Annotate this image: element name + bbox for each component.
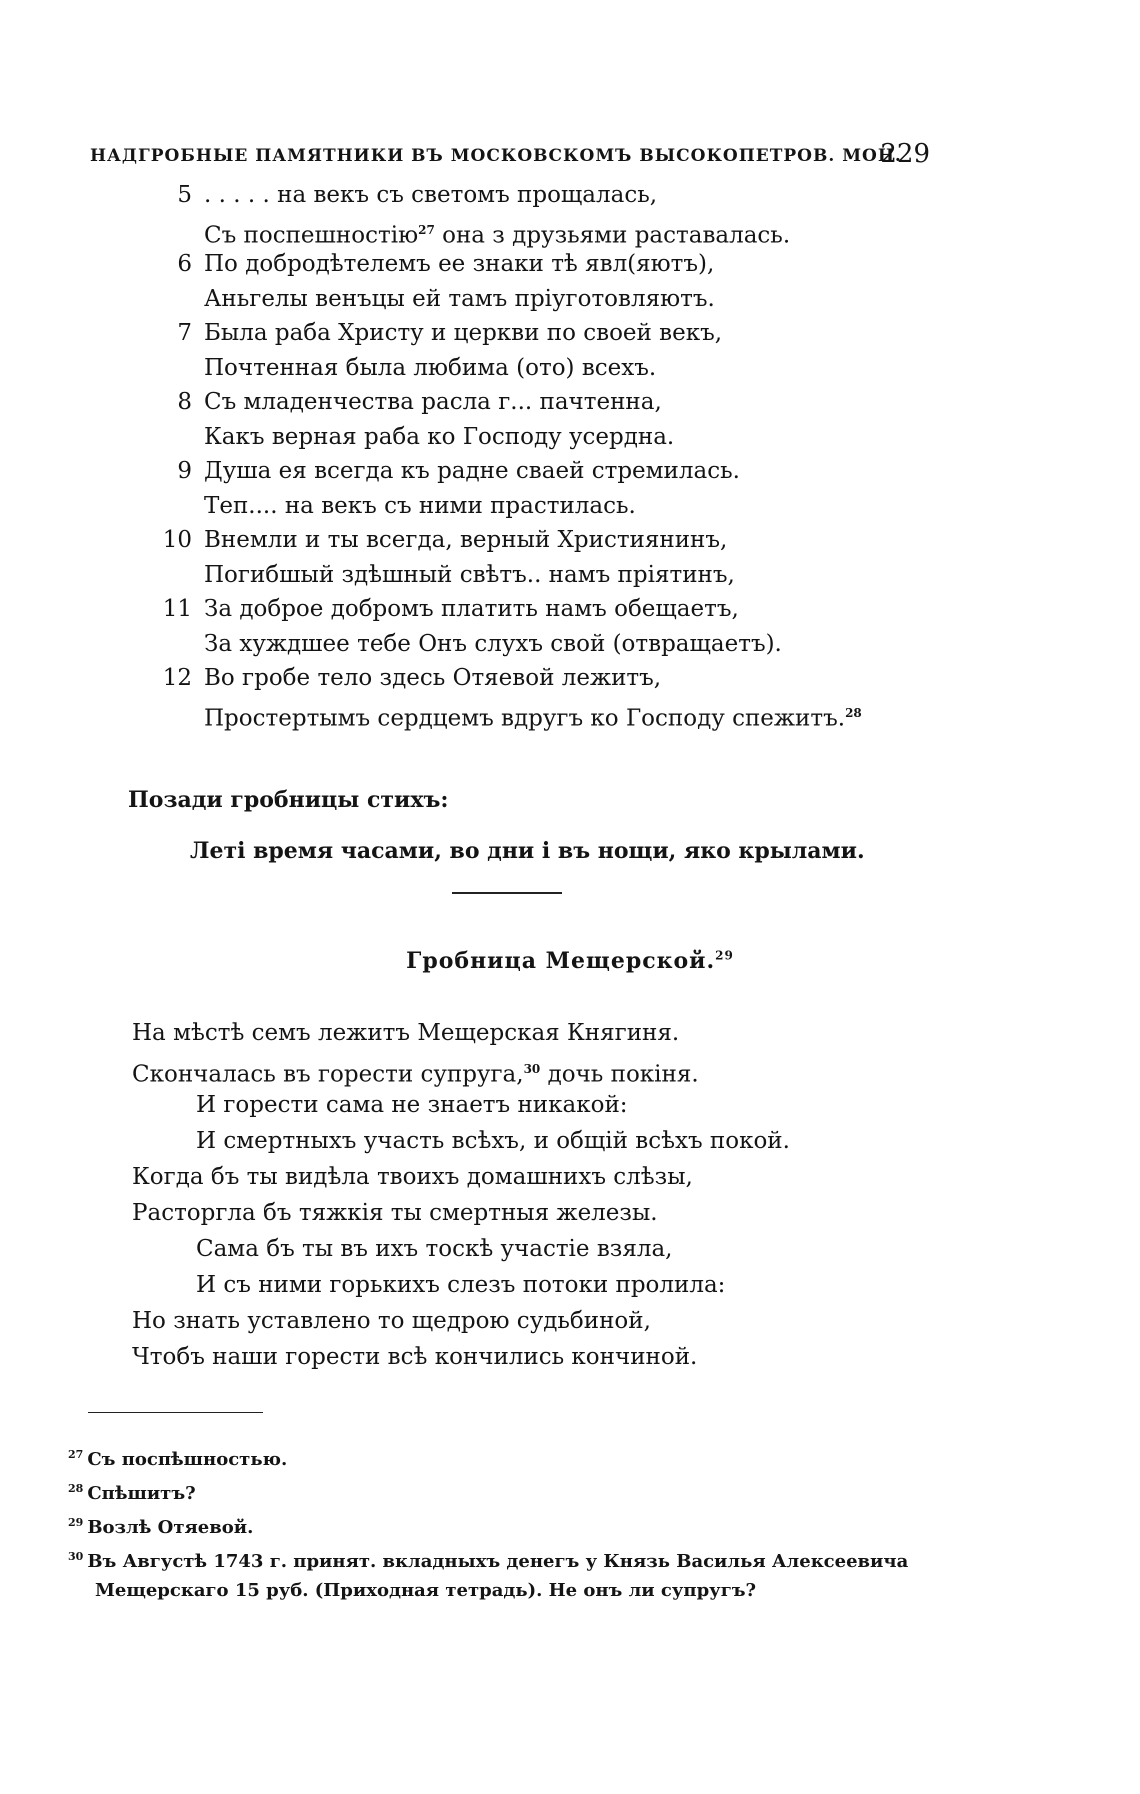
verse-number: 5 [177,182,192,208]
verse-number: 6 [177,251,192,277]
footnote-text: Мещерскаго 15 руб. (Приходная тетрадь). Не онъ ли супругъ? [95,1580,757,1601]
verse-line [150,525,727,555]
running-header [90,139,930,169]
verse-text: Простертымъ сердцемъ вдругъ ко Господу спежитъ. [204,705,846,732]
verse-text: Была раба Христу и церкви по своей векъ, [204,320,723,346]
verse-line [132,1018,679,1048]
verse-text: Почтенная была любима (ото) всехъ. [204,354,657,381]
verse-text: За доброе добромъ платить намъ обещаетъ, [204,596,739,622]
verse-text: И смертныхъ участь всѣхъ, и общій всѣхъ покой. [196,1128,790,1154]
footnote-text: Спѣшитъ? [87,1483,196,1504]
verse-text: Погибшый здѣшный свѣтъ.. намъ пріятинъ, [204,561,735,588]
verse-line [150,663,661,693]
verse-text: Но знать уставлено то щедрою судьбиной, [132,1308,651,1334]
verse-line [150,353,656,383]
verse-text: За хуждшее тебе Онъ слухъ свой (отвращаетъ). [204,630,782,657]
verse-line [132,1342,697,1372]
footnote-ref: 28 [845,705,862,720]
verse-line [196,1234,672,1264]
verse-line [150,180,657,210]
running-title: НАДГРОБНЫЕ ПАМЯТНИКИ ВЪ МОСКОВСКОМЪ ВЫСОКОПЕТРОВ. МОН. [90,146,902,166]
verse-text: Съ младенчества расла г... пачтенна, [204,389,662,415]
verse-line [150,284,715,314]
verse-line [150,560,735,590]
footnote [68,1550,908,1572]
footnote-mark: 27 [68,1448,84,1461]
footnote-text: Въ Августѣ 1743 г. принят. вкладныхъ денегъ у Князь Василья Алексеевича [87,1551,909,1572]
verse-number: 10 [162,527,192,553]
verse-line [132,1306,651,1336]
footnote [68,1516,253,1538]
verse-text: На мѣстѣ семъ лежитъ Мещерская Княгиня. [132,1020,680,1046]
verse-number: 12 [162,665,192,691]
behind-tomb-label: Позади гробницы стихъ: [128,787,449,813]
verse-number: 9 [177,458,192,484]
verse-line [150,491,636,521]
verse-line [132,1198,658,1228]
verse-line [196,1126,790,1156]
page-number: 229 [880,139,930,169]
verse-number: 8 [177,389,192,415]
verse-line [150,594,739,624]
footnote-ref: 30 [523,1062,541,1076]
verse-text: . . . . . на векъ съ светомъ прощалась, [204,182,658,208]
verse-text-cont: дочь покіня. [540,1061,699,1088]
verse-text: Аньгелы венъцы ей тамъ пріуготовляютъ. [204,285,715,312]
verse-line [196,1090,628,1120]
verse-line [132,1054,699,1090]
section-divider [452,892,562,894]
footnote-mark: 29 [68,1516,84,1529]
verse-text-cont: она з друзьями раставалась. [434,222,791,249]
verse-text: Теп.... на векъ съ ними прастилась. [204,492,636,519]
verse-text: Душа ея всегда къ радне сваей стремилась. [204,458,740,484]
verse-number: 11 [162,596,192,622]
footnote-ref: 27 [418,222,435,237]
section-title [0,948,1140,974]
verse-line [150,387,662,417]
footnote-text: Съ поспѣшностью. [87,1449,288,1470]
verse-number: 7 [177,320,192,346]
footnote [68,1482,196,1504]
footnote-mark: 30 [68,1550,84,1563]
verse-text: И горести сама не знаетъ никакой: [196,1092,628,1118]
footnote [95,1580,756,1601]
verse-text: Внемли и ты всегда, верный Християнинъ, [204,527,728,553]
footnote-mark: 28 [68,1482,84,1495]
verse-line [132,1162,693,1192]
verse-line [150,318,722,348]
verse-line [150,422,674,452]
verse-text: Съ поспешностію [204,222,419,249]
verse-text: Какъ верная раба ко Господу усердна. [204,423,675,450]
verse-line [150,249,714,279]
verse-text: Чтобъ наши горести всѣ кончились кончиной. [132,1344,698,1370]
section-title-footnote-ref: 29 [715,948,734,963]
footnote-divider [88,1412,263,1413]
verse-text: Когда бъ ты видѣла твоихъ домашнихъ слѣзы, [132,1164,693,1190]
verse-line [150,698,862,734]
section-title-text: Гробница Мещерской. [406,948,716,974]
verse-text: Расторгла бъ тяжкія ты смертныя железы. [132,1200,658,1226]
verse-text: Скончалась въ горести супруга, [132,1061,524,1088]
verse-text: Сама бъ ты въ ихъ тоскѣ участіе взяла, [196,1236,673,1262]
verse-line [150,629,782,659]
verse-line [150,215,790,251]
verse-text: По добродѣтелемъ ее знаки тѣ явл(яютъ), [204,251,715,277]
verse-text: Во гробе тело здесь Отяевой лежитъ, [204,665,662,691]
verse-text: И съ ними горькихъ слезъ потоки пролила: [196,1272,726,1298]
behind-tomb-verse: Леті время часами, во дни і въ нощи, яко крылами. [190,838,865,864]
footnote [68,1448,287,1470]
verse-line [196,1270,725,1300]
footnote-text: Возлѣ Отяевой. [87,1517,254,1538]
verse-line [150,456,740,486]
